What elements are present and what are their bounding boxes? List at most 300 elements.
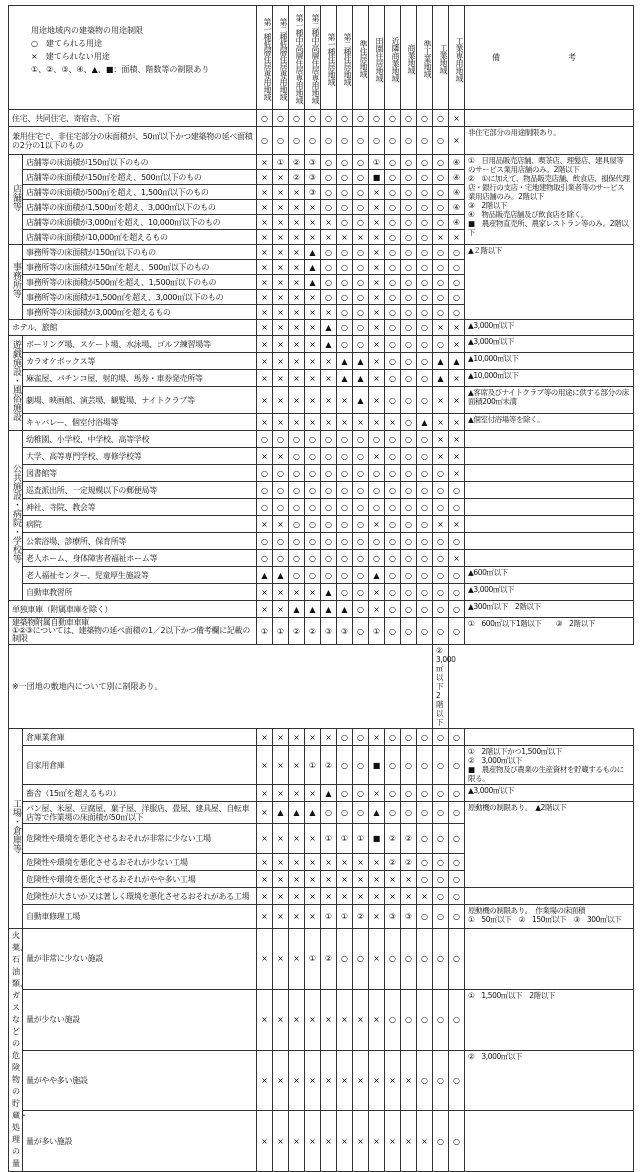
zone-cell: × [369,729,385,746]
zone-cell: ○ [417,170,433,185]
zone-cell: ① [353,824,369,854]
zone-cell: ○ [337,170,353,185]
zone-cell: ① [337,905,353,929]
zone-cell: × [433,448,449,465]
zone-cell: ○ [433,533,449,550]
zone-cell: ○ [449,929,465,990]
zone-cell: ○ [449,305,465,320]
zone-cell: ▲ [337,601,353,618]
zone-cell: × [257,387,273,414]
zone-cell: × [369,260,385,275]
zone-cell: ○ [449,482,465,499]
zone-cell: × [321,353,337,370]
zone-cell: × [289,729,305,746]
zone-cell: ○ [417,336,433,353]
zone-cell: × [257,1111,273,1172]
zone-cell: ○ [449,785,465,802]
zone-cell: ③ [337,618,353,645]
zone-cell: ○ [305,516,321,533]
row-label: キャバレー、個室付浴場等 [23,414,257,431]
zone-cell: × [305,824,321,854]
zone-cell: ○ [305,465,321,482]
row-label: 店舗等の床面積が10,000㎡を超えるもの [23,230,257,245]
zone-cell: ② [401,854,417,871]
zone-cell: × [257,929,273,990]
remarks-cell: ① 日用品販売店舗、喫茶店、理髪店、建具屋等のサービス業用店舗のみ。2階以下 ② ①に加えて、物品販売店舗、飲食店、損保代理店・銀行の支店・宅地建物取引業者等のサービス業用店舗のみ。2階以下 ③ 2階以下 ④ 物品販売店舗及び飲食店を除く。 ■ 農産物直売所、農家レストラン等のみ。2階以下 [465,155,634,245]
zone-cell: ○ [385,499,401,516]
zone-cell: ○ [385,601,401,618]
zone-cell: × [273,888,289,905]
zone-cell: × [369,387,385,414]
zone-cell: ② [401,824,417,854]
zone-cell: × [305,584,321,601]
zone-cell: ○ [385,290,401,305]
zone-cell: ○ [385,170,401,185]
zone-cell: × [289,290,305,305]
table-row [9,645,634,729]
zone-cell: ○ [401,305,417,320]
zone-cell: × [369,929,385,990]
zone-cell: ○ [385,550,401,567]
zone-cell: × [257,275,273,290]
zone-cell: × [385,414,401,431]
zone-cell: × [369,785,385,802]
zone-cell: × [449,550,465,567]
remarks-cell: ① 600㎡以下1階以下 ③ 2階以下 [465,618,634,645]
zone-cell: × [289,414,305,431]
zone-cell: ○ [433,482,449,499]
zone-cell: × [353,414,369,431]
row-label: 事務所等の床面積が1,500㎡を超え、3,000㎡以下のもの [23,290,257,305]
table-row [9,431,634,448]
zone-cell: ○ [417,854,433,871]
zone-cell: ○ [337,215,353,230]
zone-cell: ○ [289,516,305,533]
table-row [9,1111,634,1172]
zone-cell: ① [273,155,289,170]
zone-cell: ① [305,746,321,785]
row-label: 兼用住宅で、非住宅部分の床面積が、50㎡以下かつ建築物の延べ面積の2分の1以下のもの [9,127,257,155]
category-factory [9,729,23,929]
zone-cell: ○ [417,353,433,370]
zone-cell: ○ [353,155,369,170]
zone-cell: ○ [401,336,417,353]
zone-cell: ○ [385,387,401,414]
zone-cell: × [369,1111,385,1172]
zone-cell: × [257,802,273,824]
zone-cell: × [289,871,305,888]
zone-cell: × [305,888,321,905]
zone-cell: ○ [417,824,433,854]
zone-header: 第二種住居地域 [337,6,353,110]
zone-cell: ▲ [289,601,305,618]
row-label: 店舗等の床面積が1,500㎡を超え、3,000㎡以下のもの [23,200,257,215]
zone-cell: ○ [337,200,353,215]
remarks-cell: ▲600㎡以下 [465,567,634,584]
zone-cell: × [257,320,273,336]
zone-cell: × [321,305,337,320]
zone-cell: × [305,230,321,245]
row-label: 事務所等の床面積が500㎡を超え、1,500㎡以下のもの [23,275,257,290]
zone-cell: ○ [417,370,433,387]
zone-cell: × [369,871,385,888]
zone-cell: ○ [369,127,385,155]
category-label: 工場・倉庫等 [11,799,21,853]
zone-cell: × [337,854,353,871]
zone-cell: × [289,387,305,414]
zone-cell: ○ [385,353,401,370]
zone-cell: ○ [449,729,465,746]
zone-cell: ▲ [433,353,449,370]
zone-cell: × [257,601,273,618]
zone-cell: × [305,215,321,230]
zone-cell: ○ [321,465,337,482]
zone-cell: ○ [305,567,321,584]
zone-cell: ○ [289,431,305,448]
zone-cell: × [305,785,321,802]
zone-cell: × [289,336,305,353]
zone-cell: ○ [385,215,401,230]
zone-cell: ○ [305,110,321,127]
zone-cell: × [449,110,465,127]
zone-cell: ○ [337,155,353,170]
zone-cell: ○ [433,170,449,185]
zone-cell: × [289,746,305,785]
zone-header: 商業地域 [401,6,417,110]
zone-cell: × [289,260,305,275]
zone-cell: ③ [305,155,321,170]
zone-cell: ○ [433,905,449,929]
zone-header: 第一種低層住居専用地域 [257,6,273,110]
zone-cell: × [273,387,289,414]
row-label: 老人福祉センター、児童厚生施設等 [23,567,257,584]
zone-cell: ○ [353,746,369,785]
table-row [9,785,634,802]
zone-cell: × [289,353,305,370]
zone-cell: ○ [353,729,369,746]
remarks-cell: 非住宅部分の用途制限あり。 [465,127,634,155]
zone-cell: ○ [289,110,305,127]
zone-cell: × [449,230,465,245]
zone-cell: ▲ [305,260,321,275]
zone-cell: ○ [273,482,289,499]
zone-cell: ○ [305,448,321,465]
zone-cell: ○ [433,584,449,601]
zone-cell: × [305,336,321,353]
zone-cell: ○ [417,215,433,230]
zone-cell: ○ [385,185,401,200]
category-office [9,245,23,320]
zone-cell: ○ [417,989,433,1050]
zone-cell: × [369,414,385,431]
zone-header: 第二種低層住居専用地域 [273,6,289,110]
zone-cell: × [321,370,337,387]
zone-cell: ○ [353,802,369,824]
zone-cell: ○ [305,431,321,448]
zone-cell: ○ [385,448,401,465]
zone-cell: ○ [417,387,433,414]
zone-cell: ▲ [321,601,337,618]
zone-cell: × [289,1111,305,1172]
zone-cell: ▲ [273,802,289,824]
zone-cell: × [273,185,289,200]
zone-cell: × [289,785,305,802]
zone-cell: ○ [401,230,417,245]
zone-cell: ○ [385,785,401,802]
zone-cell: × [289,230,305,245]
zone-cell: × [369,230,385,245]
zone-cell: ▲ [337,353,353,370]
zone-cell: × [273,854,289,871]
zone-cell: × [257,785,273,802]
zone-cell: × [257,1050,273,1111]
row-label: 危険性や環境を悪化させるおそれが非常に少ない工場 [23,824,257,854]
category-label: 遊戯施設・風俗施設 [11,340,21,421]
zone-cell: × [305,320,321,336]
zone-cell: × [369,305,385,320]
zone-cell: × [289,989,305,1050]
zone-cell: ○ [417,260,433,275]
zone-cell: × [305,989,321,1050]
row-label: 図書館等 [23,465,257,482]
zone-cell: × [401,1111,417,1172]
row-label: 幼稚園、小学校、中学校、高等学校 [23,431,257,448]
remarks-cell: ▲3,000㎡以下 [465,584,634,601]
zone-cell: ○ [385,746,401,785]
zone-cell: ○ [369,533,385,550]
legend-can: ○ 建てられる用途 [31,39,102,48]
use-restriction-table [8,5,633,1172]
zone-cell: ○ [433,245,449,260]
table-row [9,618,634,645]
zone-cell: × [401,888,417,905]
zone-cell: ○ [353,533,369,550]
zone-cell: × [273,516,289,533]
zone-cell: ○ [337,533,353,550]
zone-cell: ▲ [353,370,369,387]
table-row [9,448,634,465]
zone-cell: × [273,414,289,431]
zone-cell: × [289,888,305,905]
row-label: 自動車修理工場 [23,905,257,929]
zone-cell: × [273,601,289,618]
zone-cell: ○ [417,905,433,929]
zone-cell: ○ [353,170,369,185]
zone-cell: ○ [321,431,337,448]
zone-cell: ○ [353,567,369,584]
zone-cell: ○ [369,550,385,567]
zone-cell: × [273,584,289,601]
zone-cell: × [257,215,273,230]
remarks-cell: ▲10,000㎡以下 [465,353,634,370]
zone-cell: ○ [385,200,401,215]
remarks-cell [465,110,634,127]
zone-cell: ④ [449,155,465,170]
zone-cell: × [257,305,273,320]
zone-cell: ○ [417,155,433,170]
zone-cell: × [321,215,337,230]
zone-cell: ○ [433,1050,449,1111]
zone-cell: ○ [449,290,465,305]
zone-cell: ○ [433,729,449,746]
zone-cell: ○ [417,245,433,260]
zone-cell: ③ [305,185,321,200]
zone-cell: × [305,414,321,431]
zone-cell: ○ [417,305,433,320]
legend-limits: ①、②、③、④、▲、■：面積、階数等の制限あり [31,65,210,74]
zone-cell: ○ [401,245,417,260]
zone-cell: × [273,824,289,854]
zone-cell: × [449,370,465,387]
zone-cell: ○ [433,888,449,905]
zone-cell: ③ [321,618,337,645]
zone-cell: × [273,305,289,320]
remarks-cell [465,465,634,482]
zone-cell: ○ [337,465,353,482]
zone-cell: ○ [417,185,433,200]
zone-cell: ○ [433,550,449,567]
zone-header: 準工業地域 [417,6,433,110]
zone-cell: × [289,370,305,387]
category-label: 事務所等 [11,261,21,298]
remarks-cell [465,482,634,499]
table-row [9,746,634,785]
zone-cell: ○ [353,785,369,802]
zone-cell: ○ [417,499,433,516]
zone-cell: ○ [433,275,449,290]
zone-cell: × [273,290,289,305]
legend-title: 用途地域内の建築物の用途制限 [31,26,143,35]
remarks-cell: ▲3,000㎡以下 [465,785,634,802]
zone-cell: ① [369,618,385,645]
zone-cell: ○ [449,533,465,550]
zone-cell: ○ [449,854,465,871]
table-row [9,353,634,370]
zone-cell: ○ [449,601,465,618]
zone-cell: ④ [449,200,465,215]
zone-cell: ○ [401,260,417,275]
zone-cell: ○ [433,601,449,618]
row-label: 事務所等の床面積が3,000㎡を超えるもの [23,305,257,320]
zone-cell: ○ [353,618,369,645]
zone-cell: × [257,230,273,245]
category-store [9,155,23,245]
zone-cell: × [273,170,289,185]
remarks-cell: ▲客席及びナイトクラブ等の用途に供する部分の床面積200㎡未満 [465,387,634,414]
zone-cell: × [337,1050,353,1111]
zone-cell: ○ [401,110,417,127]
zone-cell: × [321,230,337,245]
table-row [9,888,634,905]
zone-cell: × [273,785,289,802]
zone-cell: ○ [385,929,401,990]
remarks-cell [465,499,634,516]
zone-cell: × [433,516,449,533]
zone-cell: ○ [321,185,337,200]
table-row [9,155,634,170]
zone-cell: × [289,854,305,871]
zone-cell: × [417,1111,433,1172]
zone-cell: ○ [401,465,417,482]
zone-cell: ○ [433,127,449,155]
zone-cell: × [257,200,273,215]
zone-cell: ② [289,618,305,645]
zone-cell: ○ [337,290,353,305]
zone-cell: × [273,989,289,1050]
zone-cell: ○ [433,746,449,785]
zone-cell: × [433,431,449,448]
zone-cell: ○ [433,336,449,353]
zone-cell: × [369,1050,385,1111]
zone-header: 第一種中高層住居専用地域 [289,6,305,110]
zone-cell: ○ [353,305,369,320]
zone-cell: × [337,888,353,905]
zone-cell: ○ [449,567,465,584]
row-label: 劇場、映画館、演芸場、観覧場、ナイトクラブ等 [23,387,257,414]
zone-cell: ○ [449,989,465,1050]
zone-cell: × [321,888,337,905]
zone-cell: ○ [401,584,417,601]
zone-cell: ○ [353,336,369,353]
zone-cell: ○ [321,260,337,275]
zone-cell: × [273,275,289,290]
zone-cell: × [369,290,385,305]
zone-cell: ○ [385,305,401,320]
remarks-cell: ② 3,000㎡以下2階以下 [433,645,449,729]
zone-cell: × [369,989,385,1050]
zone-cell: × [321,1050,337,1111]
zone-cell: ○ [353,499,369,516]
zone-cell: × [321,989,337,1050]
zone-cell: ○ [449,584,465,601]
zone-cell: ○ [353,929,369,990]
zone-cell: × [257,170,273,185]
zone-cell: ○ [321,567,337,584]
zone-cell: ○ [449,871,465,888]
zone-cell: ○ [337,320,353,336]
table-row [9,1050,634,1111]
row-label: 量が多い施設 [23,1111,257,1172]
zone-cell: ○ [337,567,353,584]
row-label: 巡査派出所、一定規模以下の郵便局等 [23,482,257,499]
zone-cell: ○ [401,431,417,448]
zone-cell: ○ [321,110,337,127]
zone-cell: ○ [257,550,273,567]
zone-cell: ○ [449,1050,465,1111]
zone-cell: ○ [385,431,401,448]
zone-cell: × [369,215,385,230]
zone-cell: × [353,989,369,1050]
row-label: パン屋、米屋、豆腐屋、菓子屋、洋服店、畳屋、建具屋、自転車店等で作業場の床面積が50㎡以下 [23,802,257,824]
zone-cell: ○ [433,290,449,305]
zone-cell: ○ [417,729,433,746]
zone-cell: × [305,1111,321,1172]
zone-cell: × [433,320,449,336]
zone-cell: ○ [449,260,465,275]
zone-header: 近隣商業地域 [385,6,401,110]
zone-cell: × [337,871,353,888]
zone-cell: ▲ [305,275,321,290]
zone-cell: ○ [417,275,433,290]
zone-cell: × [353,888,369,905]
remarks-cell: 原動機の制限あり。 ▲2階以下 [465,802,634,888]
zone-cell: ② [289,170,305,185]
zone-cell: ▲ [369,802,385,824]
zone-cell: × [257,746,273,785]
remarks-header: 備 考 [465,6,634,110]
zone-cell: ○ [369,499,385,516]
zone-cell: × [321,854,337,871]
